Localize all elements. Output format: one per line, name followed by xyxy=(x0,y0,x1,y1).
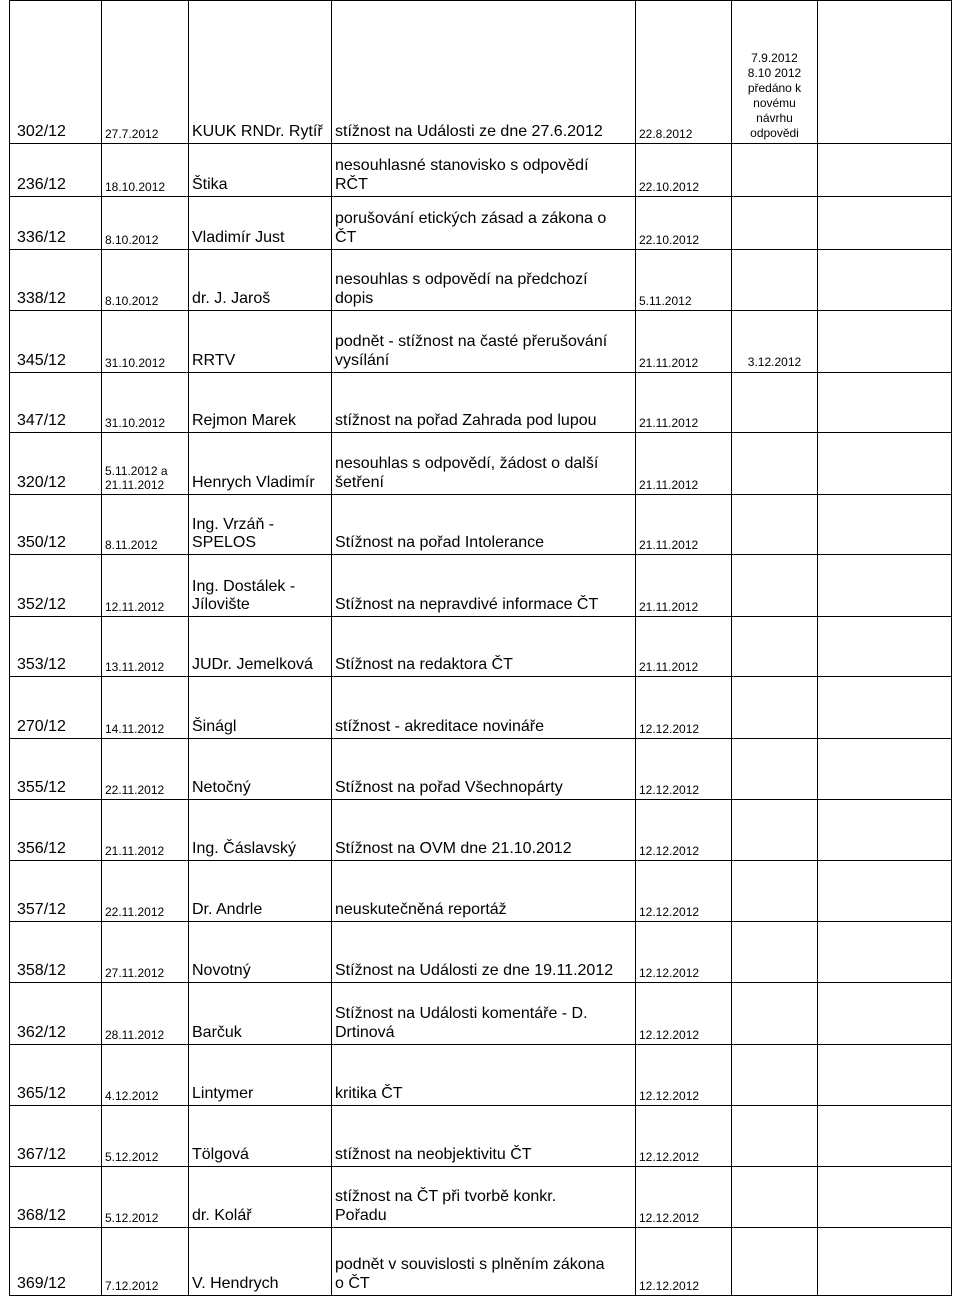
response-date: 22.10.2012 xyxy=(636,144,732,197)
record-number: 236/12 xyxy=(10,144,102,197)
received-date: 28.11.2012 xyxy=(102,983,189,1045)
complaint-description: stížnost na neobjektivitu ČT xyxy=(332,1106,636,1167)
complaint-description: Stížnost na Události ze dne 19.11.2012 xyxy=(332,922,636,983)
sender-name: RRTV xyxy=(189,311,332,373)
record-number: 369/12 xyxy=(10,1228,102,1296)
received-date: 4.12.2012 xyxy=(102,1045,189,1106)
complaint-description: Stížnost na Události komentáře - D. Drtinová xyxy=(332,983,636,1045)
sender-name: Lintymer xyxy=(189,1045,332,1106)
sender-name: dr. Kolář xyxy=(189,1167,332,1228)
record-number: 302/12 xyxy=(10,1,102,144)
received-date: 22.11.2012 xyxy=(102,739,189,800)
sender-name: JUDr. Jemelková xyxy=(189,617,332,677)
received-date: 5.12.2012 xyxy=(102,1106,189,1167)
table-row xyxy=(10,983,952,1045)
table-row xyxy=(10,861,952,922)
note xyxy=(732,800,818,861)
note xyxy=(732,739,818,800)
sender-name: Novotný xyxy=(189,922,332,983)
sender-name: Henrych Vladimír xyxy=(189,433,332,495)
empty-cell xyxy=(818,250,952,311)
table-row xyxy=(10,311,952,373)
record-number: 270/12 xyxy=(10,677,102,739)
note xyxy=(732,373,818,433)
received-date: 5.11.2012 a 21.11.2012 xyxy=(102,433,189,495)
record-number: 368/12 xyxy=(10,1167,102,1228)
note xyxy=(732,922,818,983)
sender-name: Ing. Čáslavský xyxy=(189,800,332,861)
empty-cell xyxy=(818,311,952,373)
note xyxy=(732,983,818,1045)
response-date: 21.11.2012 xyxy=(636,311,732,373)
table-row xyxy=(10,922,952,983)
complaint-description: stížnost na pořad Zahrada pod lupou xyxy=(332,373,636,433)
received-date: 7.12.2012 xyxy=(102,1228,189,1296)
note xyxy=(732,1228,818,1296)
response-date: 21.11.2012 xyxy=(636,433,732,495)
empty-cell xyxy=(818,1106,952,1167)
empty-cell xyxy=(818,373,952,433)
note xyxy=(732,555,818,617)
note xyxy=(732,861,818,922)
response-date: 12.12.2012 xyxy=(636,800,732,861)
record-number: 320/12 xyxy=(10,433,102,495)
record-number: 362/12 xyxy=(10,983,102,1045)
table-row xyxy=(10,739,952,800)
table-row xyxy=(10,1228,952,1296)
empty-cell xyxy=(818,1,952,144)
response-date: 12.12.2012 xyxy=(636,861,732,922)
table-row xyxy=(10,1,952,144)
note xyxy=(732,677,818,739)
sender-name: Netočný xyxy=(189,739,332,800)
complaint-description: kritika ČT xyxy=(332,1045,636,1106)
received-date: 14.11.2012 xyxy=(102,677,189,739)
complaint-description: nesouhlasné stanovisko s odpovědí RČT xyxy=(332,144,636,197)
sender-name: Šinágl xyxy=(189,677,332,739)
note xyxy=(732,197,818,250)
sender-name: Vladimír Just xyxy=(189,197,332,250)
note xyxy=(732,617,818,677)
note: 3.12.2012 xyxy=(732,311,818,373)
record-number: 345/12 xyxy=(10,311,102,373)
record-number: 358/12 xyxy=(10,922,102,983)
note xyxy=(732,250,818,311)
sender-name: Rejmon Marek xyxy=(189,373,332,433)
complaint-description: nesouhlas s odpovědí na předchozí dopis xyxy=(332,250,636,311)
table-row xyxy=(10,433,952,495)
table-row xyxy=(10,617,952,677)
sender-name: Dr. Andrle xyxy=(189,861,332,922)
note xyxy=(732,144,818,197)
record-number: 336/12 xyxy=(10,197,102,250)
empty-cell xyxy=(818,983,952,1045)
sender-name: Ing. Vrzáň - SPELOS xyxy=(189,495,332,555)
record-number: 356/12 xyxy=(10,800,102,861)
empty-cell xyxy=(818,922,952,983)
empty-cell xyxy=(818,1228,952,1296)
note: 7.9.2012 8.10 2012 předáno k novému návrhu odpovědi xyxy=(732,1,818,144)
received-date: 13.11.2012 xyxy=(102,617,189,677)
complaint-description: Stížnost na pořad Všechnopárty xyxy=(332,739,636,800)
response-date: 12.12.2012 xyxy=(636,1045,732,1106)
empty-cell xyxy=(818,555,952,617)
response-date: 22.8.2012 xyxy=(636,1,732,144)
table-row xyxy=(10,197,952,250)
response-date: 21.11.2012 xyxy=(636,495,732,555)
table-row xyxy=(10,250,952,311)
response-date: 12.12.2012 xyxy=(636,922,732,983)
received-date: 18.10.2012 xyxy=(102,144,189,197)
note xyxy=(732,1167,818,1228)
response-date: 12.12.2012 xyxy=(636,677,732,739)
empty-cell xyxy=(818,800,952,861)
sender-name: dr. J. Jaroš xyxy=(189,250,332,311)
empty-cell xyxy=(818,861,952,922)
complaints-table xyxy=(9,0,952,1296)
sender-name: V. Hendrych xyxy=(189,1228,332,1296)
complaint-description: nesouhlas s odpovědí, žádost o další šetření xyxy=(332,433,636,495)
sender-name: KUUK RNDr. Rytíř xyxy=(189,1,332,144)
sender-name: Tölgová xyxy=(189,1106,332,1167)
sender-name: Barčuk xyxy=(189,983,332,1045)
record-number: 350/12 xyxy=(10,495,102,555)
empty-cell xyxy=(818,739,952,800)
empty-cell xyxy=(818,197,952,250)
complaints-table-body xyxy=(10,1,952,1296)
complaint-description: Stížnost na redaktora ČT xyxy=(332,617,636,677)
note xyxy=(732,1045,818,1106)
complaint-description: podnět v souvislosti s plněním zákona o ČT xyxy=(332,1228,636,1296)
record-number: 365/12 xyxy=(10,1045,102,1106)
complaint-description: porušování etických zásad a zákona o ČT xyxy=(332,197,636,250)
empty-cell xyxy=(818,1167,952,1228)
sender-name: Štika xyxy=(189,144,332,197)
empty-cell xyxy=(818,495,952,555)
response-date: 12.12.2012 xyxy=(636,1167,732,1228)
table-row xyxy=(10,800,952,861)
table-row xyxy=(10,555,952,617)
received-date: 21.11.2012 xyxy=(102,800,189,861)
empty-cell xyxy=(818,1045,952,1106)
record-number: 353/12 xyxy=(10,617,102,677)
table-row xyxy=(10,373,952,433)
table-row xyxy=(10,1106,952,1167)
empty-cell xyxy=(818,617,952,677)
empty-cell xyxy=(818,677,952,739)
response-date: 12.12.2012 xyxy=(636,739,732,800)
received-date: 27.7.2012 xyxy=(102,1,189,144)
record-number: 338/12 xyxy=(10,250,102,311)
response-date: 12.12.2012 xyxy=(636,1106,732,1167)
complaint-description: podnět - stížnost na časté přerušování vysílání xyxy=(332,311,636,373)
record-number: 367/12 xyxy=(10,1106,102,1167)
response-date: 21.11.2012 xyxy=(636,617,732,677)
empty-cell xyxy=(818,144,952,197)
received-date: 8.10.2012 xyxy=(102,197,189,250)
complaint-description: Stížnost na pořad Intolerance xyxy=(332,495,636,555)
note xyxy=(732,1106,818,1167)
note xyxy=(732,433,818,495)
received-date: 12.11.2012 xyxy=(102,555,189,617)
record-number: 355/12 xyxy=(10,739,102,800)
received-date: 8.11.2012 xyxy=(102,495,189,555)
complaint-description: stížnost na ČT při tvorbě konkr. Pořadu xyxy=(332,1167,636,1228)
received-date: 31.10.2012 xyxy=(102,311,189,373)
received-date: 31.10.2012 xyxy=(102,373,189,433)
table-row xyxy=(10,495,952,555)
complaint-description: Stížnost na nepravdivé informace ČT xyxy=(332,555,636,617)
record-number: 357/12 xyxy=(10,861,102,922)
empty-cell xyxy=(818,433,952,495)
record-number: 352/12 xyxy=(10,555,102,617)
response-date: 22.10.2012 xyxy=(636,197,732,250)
received-date: 27.11.2012 xyxy=(102,922,189,983)
received-date: 5.12.2012 xyxy=(102,1167,189,1228)
response-date: 12.12.2012 xyxy=(636,983,732,1045)
response-date: 12.12.2012 xyxy=(636,1228,732,1296)
complaint-description: stížnost na Události ze dne 27.6.2012 xyxy=(332,1,636,144)
note xyxy=(732,495,818,555)
table-row xyxy=(10,1045,952,1106)
table-row xyxy=(10,1167,952,1228)
table-row xyxy=(10,144,952,197)
response-date: 21.11.2012 xyxy=(636,373,732,433)
response-date: 5.11.2012 xyxy=(636,250,732,311)
received-date: 22.11.2012 xyxy=(102,861,189,922)
table-row xyxy=(10,677,952,739)
sender-name: Ing. Dostálek - Jílovište xyxy=(189,555,332,617)
complaint-description: Stížnost na OVM dne 21.10.2012 xyxy=(332,800,636,861)
record-number: 347/12 xyxy=(10,373,102,433)
response-date: 21.11.2012 xyxy=(636,555,732,617)
complaint-description: stížnost - akreditace novináře xyxy=(332,677,636,739)
complaint-description: neuskutečněná reportáž xyxy=(332,861,636,922)
received-date: 8.10.2012 xyxy=(102,250,189,311)
